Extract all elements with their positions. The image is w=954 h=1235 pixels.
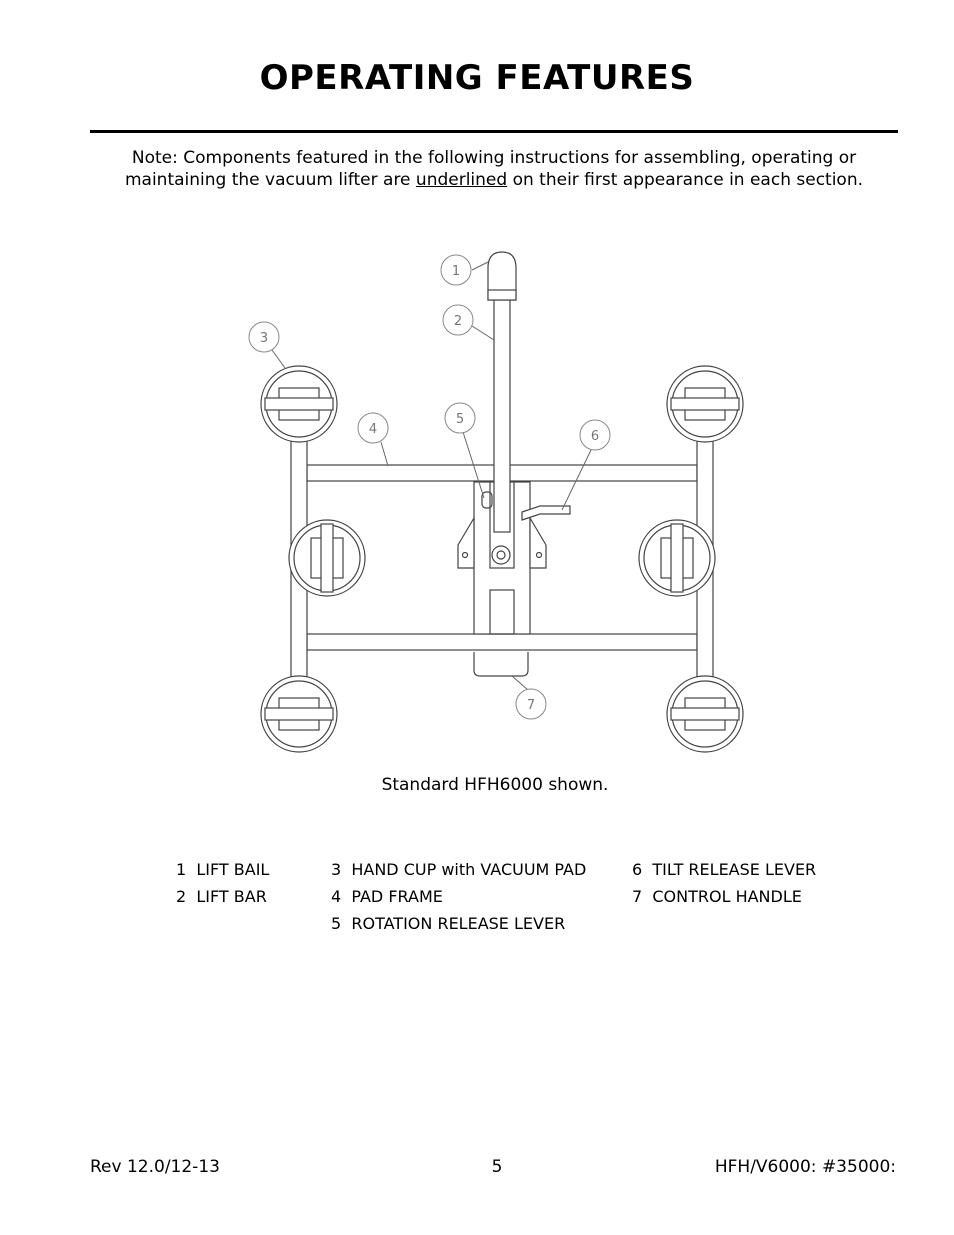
figure-caption: Standard HFH6000 shown.: [381, 775, 609, 795]
vacuum-pad-mid-left: [289, 520, 365, 596]
note-text-before: Note: Components featured in the following instructions for assembling, operating or maintaining the vacuum lifter are: [124, 148, 857, 190]
legend-item: 1 LIFT BAIL: [176, 860, 270, 879]
pad-frame-bottom-channel: [307, 634, 697, 650]
footer-page-number: 5: [491, 1157, 503, 1177]
footer-revision: Rev 12.0/12-13: [90, 1157, 220, 1177]
vacuum-pad-top-right: [667, 366, 743, 442]
callout-2-label: 2: [453, 314, 463, 329]
callout-1-label: 1: [451, 264, 461, 279]
vacuum-pad-top-left: [261, 366, 337, 442]
control-handle: [474, 652, 528, 676]
note-underlined-word: underlined: [415, 170, 508, 190]
legend-item: 5 ROTATION RELEASE LEVER: [331, 914, 566, 933]
legend-item: 2 LIFT BAR: [176, 887, 267, 906]
left-bracket: [458, 518, 474, 568]
callout-7-label: 7: [526, 698, 536, 713]
footer-document-id: HFH/V6000: #35000:: [714, 1157, 896, 1177]
callout-3-label: 3: [259, 331, 269, 346]
vacuum-pad-mid-right: [639, 520, 715, 596]
callout-4-label: 4: [368, 422, 378, 437]
lift-bar: [494, 292, 510, 532]
note-text-after: on their first appearance in each section.: [507, 170, 864, 190]
callout-5-label: 5: [455, 412, 465, 427]
vacuum-pad-bottom-left: [261, 676, 337, 752]
legend-item: 7 CONTROL HANDLE: [632, 887, 802, 906]
vacuum-pad-bottom-right: [667, 676, 743, 752]
legend-item: 3 HAND CUP with VACUUM PAD: [331, 860, 587, 879]
callout-6-label: 6: [590, 429, 600, 444]
legend-item: 4 PAD FRAME: [331, 887, 443, 906]
right-bracket: [530, 518, 546, 568]
legend-item: 6 TILT RELEASE LEVER: [632, 860, 817, 879]
page-title: OPERATING FEATURES: [259, 58, 695, 98]
